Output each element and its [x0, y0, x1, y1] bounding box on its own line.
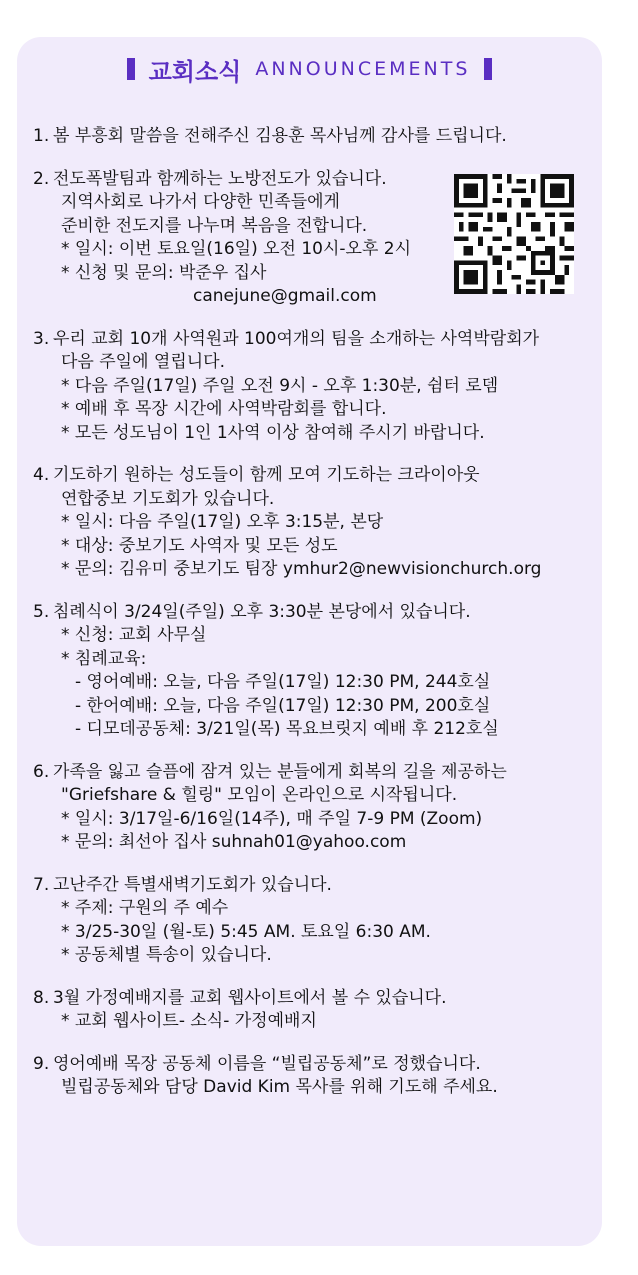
item-line: * 다음 주일(17일) 주일 오전 9시 - 오후 1:30분, 쉼터 로뎀: [61, 375, 499, 396]
item-line: * 침례교육:: [61, 648, 147, 669]
item-line: 연합중보 기도회가 있습니다.: [61, 488, 275, 509]
item-line: 고난주간 특별새벽기도회가 있습니다.: [53, 874, 332, 895]
item-line: * 일시: 다음 주일(17일) 오후 3:15분, 본당: [61, 512, 384, 532]
header: [17, 49, 602, 89]
item-line: 영어예배 목장 공동체 이름을 “빌립공동체”로 정했습니다.: [53, 1053, 481, 1074]
item-number: 3.: [33, 328, 50, 349]
item-number: 9.: [33, 1053, 50, 1074]
item-number: 2.: [33, 168, 50, 189]
item-line: 가족을 잃고 슬픔에 잠겨 있는 분들에게 회복의 길을 제공하는: [53, 761, 507, 782]
item-line: * 문의: 김유미 중보기도 팀장 ymhur2@newvisionchurch.org: [61, 559, 542, 579]
announcement-item-4: [33, 464, 603, 582]
item-line: 3월 가정예배지를 교회 웹사이트에서 볼 수 있습니다.: [53, 987, 447, 1008]
item-line: * 일시: 3/17일-6/16일(14주), 매 주일 7-9 PM (Zoom): [61, 808, 483, 829]
item-line: - 한어예배: 오늘, 다음 주일(17일) 12:30 PM, 200호실: [75, 695, 491, 716]
item-line: 침례식이 3/24일(주일) 오후 3:30분 본당에서 있습니다.: [53, 601, 471, 622]
item-line: * 공동체별 특송이 있습니다.: [61, 945, 272, 965]
item-line: - 디모데공동체: 3/21일(목) 목요브릿지 예배 후 212호실: [75, 719, 499, 739]
item-number: 5.: [33, 601, 50, 622]
item-line: 우리 교회 10개 사역원과 100여개의 팀을 소개하는 사역박람회가: [53, 328, 540, 349]
item-line: * 신청: 교회 사무실: [61, 625, 207, 645]
announcements-panel: [17, 37, 602, 1246]
item-line: * 문의: 최선아 집사 suhnah01@yahoo.com: [61, 832, 407, 852]
announcement-item-6: [33, 761, 603, 855]
item-line: 지역사회로 나가서 다양한 민족들에게: [61, 192, 340, 212]
item-number: 7.: [33, 874, 50, 895]
title-english: ANNOUNCEMENTS: [255, 58, 471, 80]
item-number: 4.: [33, 465, 50, 485]
announcement-item-8: [33, 987, 603, 1034]
item-line: * 일시: 이번 토요일(16일) 오전 10시-오후 2시: [61, 239, 412, 259]
item-line: * 대상: 중보기도 사역자 및 모든 성도: [61, 535, 338, 556]
announcement-item-7: [33, 874, 603, 968]
item-line: * 신청 및 문의: 박준우 집사: [61, 262, 267, 283]
item-number: 1.: [33, 126, 50, 146]
title-korean: 교회소식: [148, 57, 242, 86]
item-line: 전도폭발팀과 함께하는 노방전도가 있습니다.: [53, 168, 387, 189]
bar-marker-icon: [127, 58, 135, 80]
announcement-item-1: [33, 125, 603, 149]
item-line: * 교회 웹사이트- 소식- 가정예배지: [61, 1011, 317, 1031]
item-line: - 영어예배: 오늘, 다음 주일(17일) 12:30 PM, 244호실: [75, 672, 491, 692]
item-line: 봄 부흥회 말씀을 전해주신 김용훈 목사님께 감사를 드립니다.: [53, 126, 507, 146]
announcement-item-9: [33, 1053, 603, 1100]
bar-marker-icon: [484, 58, 492, 80]
item-line: 빌립공동체와 담당 David Kim 목사를 위해 기도해 주세요.: [61, 1077, 498, 1097]
item-line: 기도하기 원하는 성도들이 함께 모여 기도하는 크라이아웃: [53, 465, 480, 485]
item-line: * 모든 성도님이 1인 1사역 이상 참여해 주시기 바랍니다.: [61, 422, 485, 443]
item-line: * 주제: 구원의 주 예수: [61, 898, 229, 918]
item-line: 준비한 전도지를 나누며 복음을 전합니다.: [61, 215, 368, 236]
item-line: "Griefshare & 힐링" 모임이 온라인으로 시작됩니다.: [61, 785, 458, 805]
item-line: * 3/25-30일 (월-토) 5:45 AM. 토요일 6:30 AM.: [61, 921, 431, 942]
item-number: 6.: [33, 761, 50, 782]
announcement-item-3: [33, 328, 603, 446]
item-line: * 예배 후 목장 시간에 사역박람회를 합니다.: [61, 399, 387, 419]
qr-code-icon[interactable]: [454, 174, 574, 294]
item-number: 8.: [33, 987, 50, 1008]
announcement-item-5: [33, 601, 603, 742]
item-line: 다음 주일에 열립니다.: [61, 352, 226, 372]
email-link[interactable]: canejune@gmail.com: [193, 286, 377, 306]
